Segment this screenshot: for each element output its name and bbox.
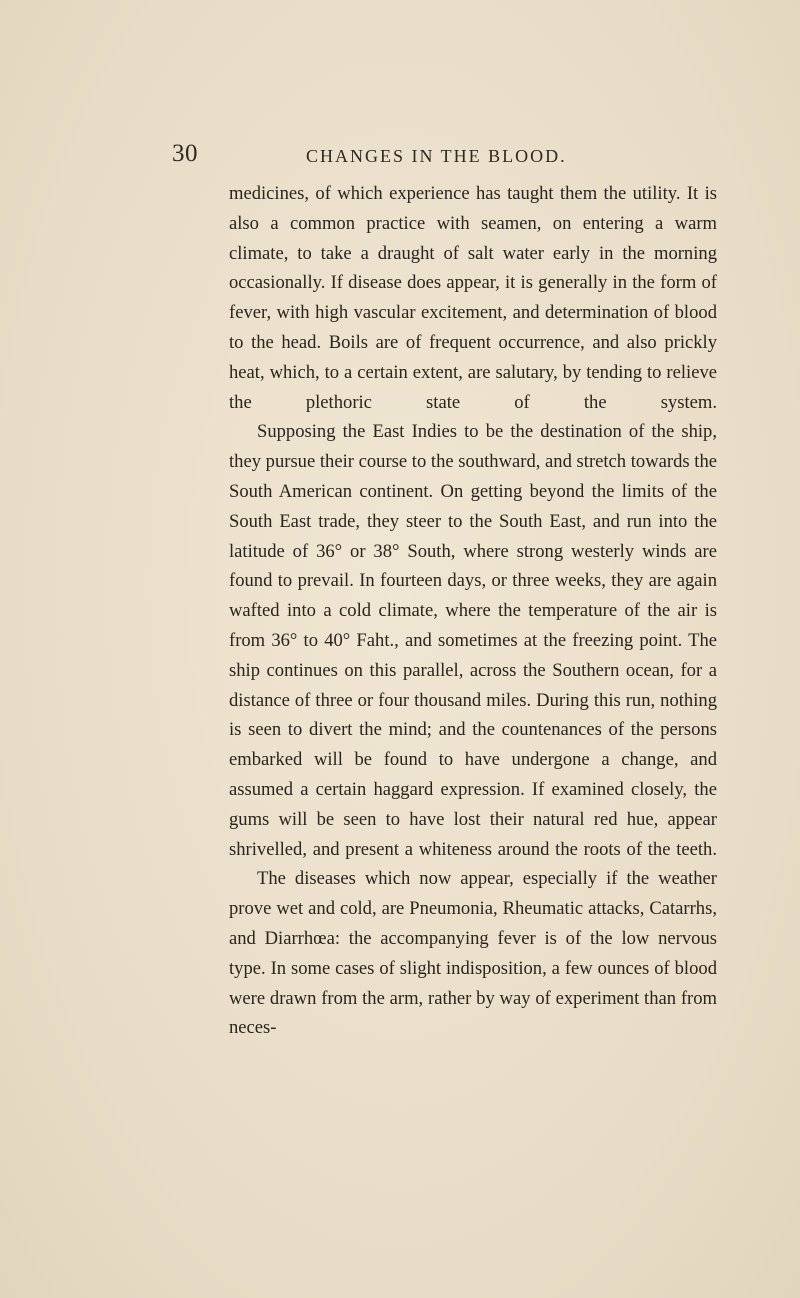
page-number: 30 — [172, 140, 198, 167]
paragraph-1: medicines, of which experience has taught them the utility. It is also a common practice with seamen, on entering a warm climate, to take a draught of salt water early in the morning occasionally. If disease does appear, it is generally in the form of fever, with high vascular excitement, and determination of blood to the head. Boils are of frequent occurrence, and also prickly heat, which, to a certain extent, are salutary, by tending to relieve the plethoric state of the system. — [229, 183, 717, 413]
paragraph-3: The diseases which now appear, especially if the weather prove wet and cold, are Pneumonia, Rheumatic attacks, Catarrhs, and Diarrhœa: the accompanying fever is of the low nervous type. In some cases of slight indisposition, a few ounces of blood were drawn from the arm, rather by way of experiment than from neces- — [229, 868, 717, 1039]
running-head: CHANGES IN THE BLOOD. — [306, 146, 567, 166]
paragraph-2: Supposing the East Indies to be the destination of the ship, they pursue their course to the southward, and stretch towards the South American continent. On getting beyond the limits of the South East trade, they steer to the South East, and run into the latitude of 36° or 38° South, where strong westerly winds are found to prevail. In fourteen days, or three weeks, they are again wafted into a cold climate, where the temperature of the air is from 36° to 40° Faht., and sometimes at the freezing point. The ship continues on this parallel, across the Southern ocean, for a distance of three or four thousand miles. During this run, nothing is seen to divert the mind; and the countenances of the persons embarked will be found to have undergone a change, and assumed a certain haggard expression. If examined closely, the gums will be seen to have lost their natural red hue, appear shrivelled, and present a whiteness around the roots of the teeth. — [229, 421, 717, 860]
page-header — [172, 140, 712, 180]
body-text — [229, 179, 717, 1043]
